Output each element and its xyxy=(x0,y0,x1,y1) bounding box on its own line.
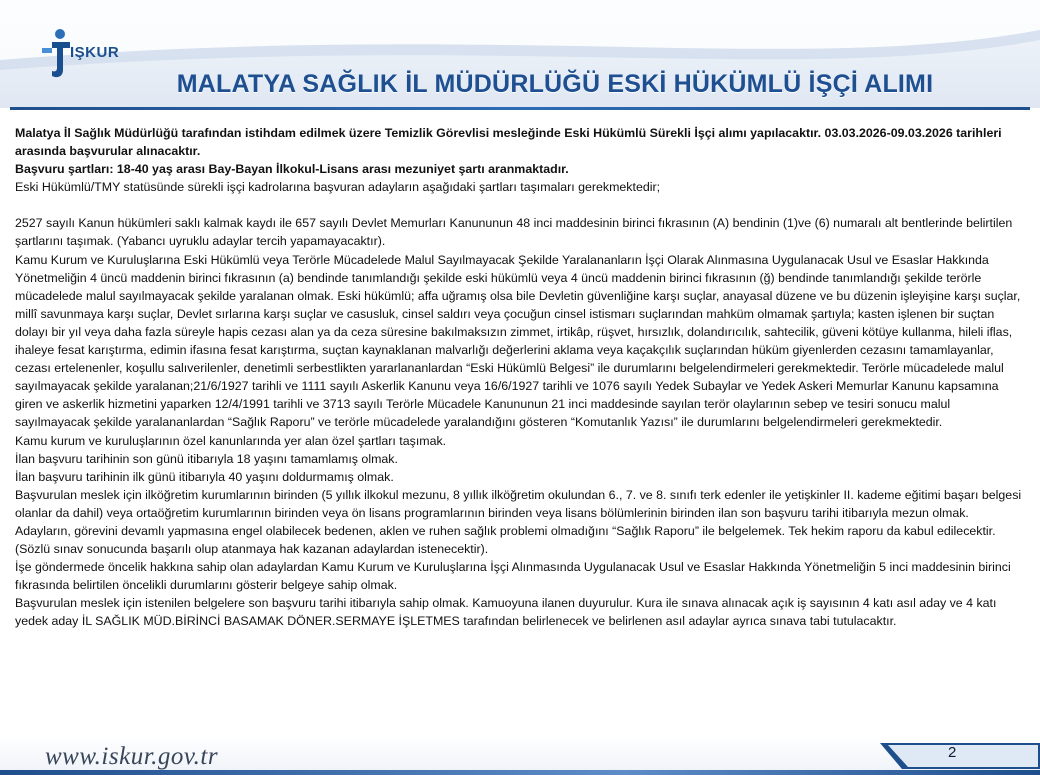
requirement-paragraph-6: Başvurulan meslek için ilköğretim kurumlarının birinden (5 yıllık ilkokul mezunu, 8 yıllık ilköğretim okulundan 6., 7. ve 8. sınıfı terk edenler ile yetişkinler II. kademe eğitimi başarı belgesi olanlar da dahil) veya ortaöğretim kurumlarının birinden veya ön lisans programlarının birinden veya lisans bölümlerinin birinden ilan son başvuru tarihi itibarıyla mezun olmak. xyxy=(15,487,1022,520)
intro-paragraph-1: Malatya İl Sağlık Müdürlüğü tarafından istihdam edilmek üzere Temizlik Görevlisi mesleğinde Eski Hükümlü Sürekli İşçi alımı yapılacaktır. 03.03.2026-09.03.2026 tarihleri arasında başvurular alınacaktır. xyxy=(15,126,1002,159)
footer-url: www.iskur.gov.tr xyxy=(45,743,219,770)
header-divider xyxy=(10,107,1030,110)
logo-text: IŞKUR xyxy=(70,44,120,61)
page-number-badge xyxy=(880,743,1040,769)
announcement-body xyxy=(15,124,1027,631)
requirement-paragraph-9: Başvurulan meslek için istenilen belgelere son başvuru tarihi itibarıyla sahip olmak. Kamuoyuna ilanen duyurulur. Kura ile sınava alınacak açık iş sayısının 4 katı asıl aday ve 4 katı yedek aday İL SAĞLIK MÜD.BİRİNCİ BASAMAK DÖNER.SERMAYE İŞLETMES tarafından belirlenecek ve belirlenen asıl adaylar ayrıca sınava tabi tutulacaktır. xyxy=(15,596,997,629)
requirement-paragraph-2: Kamu Kurum ve Kuruluşlarına Eski Hükümlü veya Terörle Mücadelede Malul Sayılmayacak Şekilde Yaralananların İşçi Olarak Alınmasına Uygulanacak Usul ve Esaslar Hakkında Yönetmeliğin 4 üncü maddenin birinci fıkrasının (a) bendinde tanımlandığı şekilde eski hükümlü veya 4 üncü maddenin birinci fıkrasının (ğ) bendinde tanımlandığı şekilde terörle mücadelede malul sayılmayacak şekilde yaralanan olmak. Eski hükümlü; affa uğramış olsa bile Devletin güvenliğine karşı suçlar, anayasal düzene ve bu düzenin işleyişine karşı suçlar, millî savunmaya karşı suçlar, Devlet sırlarına karşı suçlar ve casusluk, cinsel saldırı veya çocuğun cinsel istismarı suçlarından mahküm olmamak şartıyla; kasten işlenen bir suçtan dolayı bir yıl veya daha fazla süreyle hapis cezası alan ya da ceza süresine bakılmaksızın zimmet, irtikâp, rüşvet, hırsızlık, dolandırıcılık, sahtecilik, güveni kötüye kullanma, hileli iflas, ihaleye fesat karıştırma, edimin ifasına fesat karıştırma, suçtan kaynaklanan malvarlığı değerlerini aklama veya kaçakçılık suçlarından hüküm giyenlerden cezasını tamamlayanlar, cezası ertelenenler, koşullu salıverilenler, denetimli serbestlikten yararlananlardan “Eski Hükümlü Belgesi” ile durumlarını belgelendirmeleri gerekmektedir. Terörle mücadelede malul sayılmayacak şekilde yaralanan;21/6/1927 tarihli ve 1111 sayılı Askerlik Kanunu veya 16/6/1927 tarihli ve 1076 sayılı Yedek Subaylar ve Yedek Askeri Memurlar Kanunu kapsamına giren ve askerlik hizmetini yaparken 12/4/1991 tarihli ve 3713 sayılı Terörle Mücadele Kanununun 21 inci maddesinde sayılan terör olaylarının sebep ve tesiri sonucu malul sayılmayacak şekilde yaralananlardan “Sağlık Raporu” ve terörle mücadelede yaralandığını gösteren “Komutanlık Yazısı” ile durumlarını belgelendirmeleri gerekmektedir. xyxy=(15,252,1021,430)
intro-paragraph-2: Başvuru şartları: 18-40 yaş arası Bay-Bayan İlkokul-Lisans arası mezuniyet şartı aranmaktadır. xyxy=(15,162,569,177)
footer-divider xyxy=(0,770,1040,775)
requirement-paragraph-8: İşe göndermede öncelik hakkına sahip olan adaylardan Kamu Kurum ve Kuruluşlarına İşçi Alınmasında Uygulanacak Usul ve Esaslar Hakkında Yönetmeliğin 5 inci maddesinin birinci fıkrasında belirtilen öncelikli durumlarını gösterir belgeye sahip olmak. xyxy=(15,560,1011,593)
requirement-paragraph-5: İlan başvuru tarihinin ilk günü itibarıyla 40 yaşını doldurmamış olmak. xyxy=(15,469,394,484)
slide-header xyxy=(0,0,1040,108)
requirement-paragraph-3: Kamu kurum ve kuruluşlarının özel kanunlarında yer alan özel şartları taşımak. xyxy=(15,433,447,448)
intro-paragraph-3: Eski Hükümlü/TMY statüsünde sürekli işçi kadrolarına başvuran adayların aşağıdaki şartları taşımaları gerekmektedir; xyxy=(15,180,661,195)
requirement-paragraph-4: İlan başvuru tarihinin son günü itibarıyla 18 yaşını tamamlamış olmak. xyxy=(15,451,398,466)
requirement-paragraph-7: Adayların, görevini devamlı yapmasına engel olabilecek bedenen, aklen ve ruhen sağlık problemi olmadığını “Sağlık Raporu” ile belgelemek. Tek hekim raporu da kabul edilecektir.(Sözlü sınav sonucunda başarılı olup atanmaya hak kazanan adaylardan istenecektir). xyxy=(15,523,996,557)
page-number: 2 xyxy=(948,744,957,761)
page-title: MALATYA SAĞLIK İL MÜDÜRLÜĞÜ ESKİ HÜKÜMLÜ İŞÇİ ALIMI xyxy=(176,70,934,98)
paragraph-spacer xyxy=(15,196,1027,214)
requirement-paragraph-1: 2527 sayılı Kanun hükümleri saklı kalmak kaydı ile 657 sayılı Devlet Memurları Kanununun 48 inci maddesinin birinci fıkrasının (A) bendinin (1)ve (6) numaralı alt bentlerinde belirtilen şartlarını taşımak. (Yabancı uyruklu adaylar tercih yapamayacaktır). xyxy=(15,216,1013,249)
